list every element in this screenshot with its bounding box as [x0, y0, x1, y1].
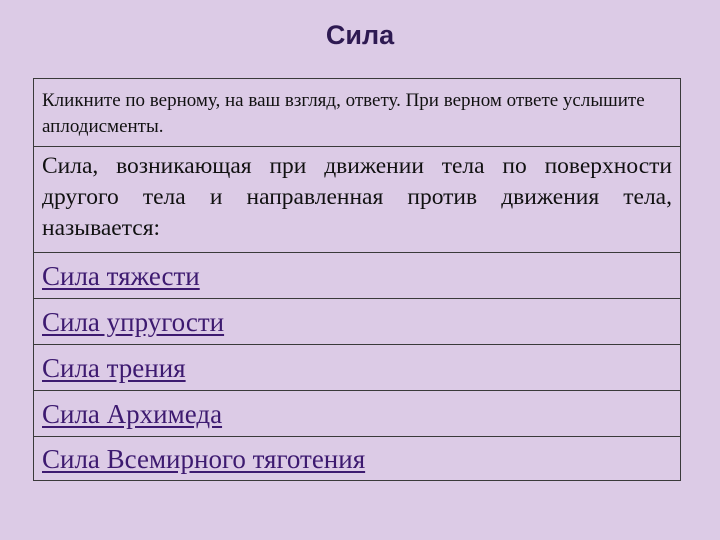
answer-link[interactable]: Сила тяжести [42, 261, 200, 291]
answer-link[interactable]: Сила Архимеда [42, 399, 223, 429]
answer-link[interactable]: Сила трения [42, 353, 186, 383]
answer-option-archimedes[interactable] [34, 390, 680, 436]
answer-link[interactable]: Сила Всемирного тяготения [42, 444, 366, 474]
page-title: Сила [325, 20, 395, 50]
quiz-table [33, 78, 681, 481]
answer-option-friction[interactable] [34, 344, 680, 390]
answer-option-elasticity[interactable] [34, 298, 680, 344]
answer-link[interactable]: Сила упругости [42, 307, 225, 337]
answer-option-universal-gravitation[interactable] [34, 436, 680, 480]
answer-option-gravity[interactable] [34, 252, 680, 298]
instruction-text: Кликните по верному, на ваш взгляд, ответу. При верном ответе услышите аплодисменты. [42, 90, 645, 137]
question-text: Сила, возникающая при движении тела по поверхности другого тела и направленная против движения тела, называется: [34, 146, 680, 252]
